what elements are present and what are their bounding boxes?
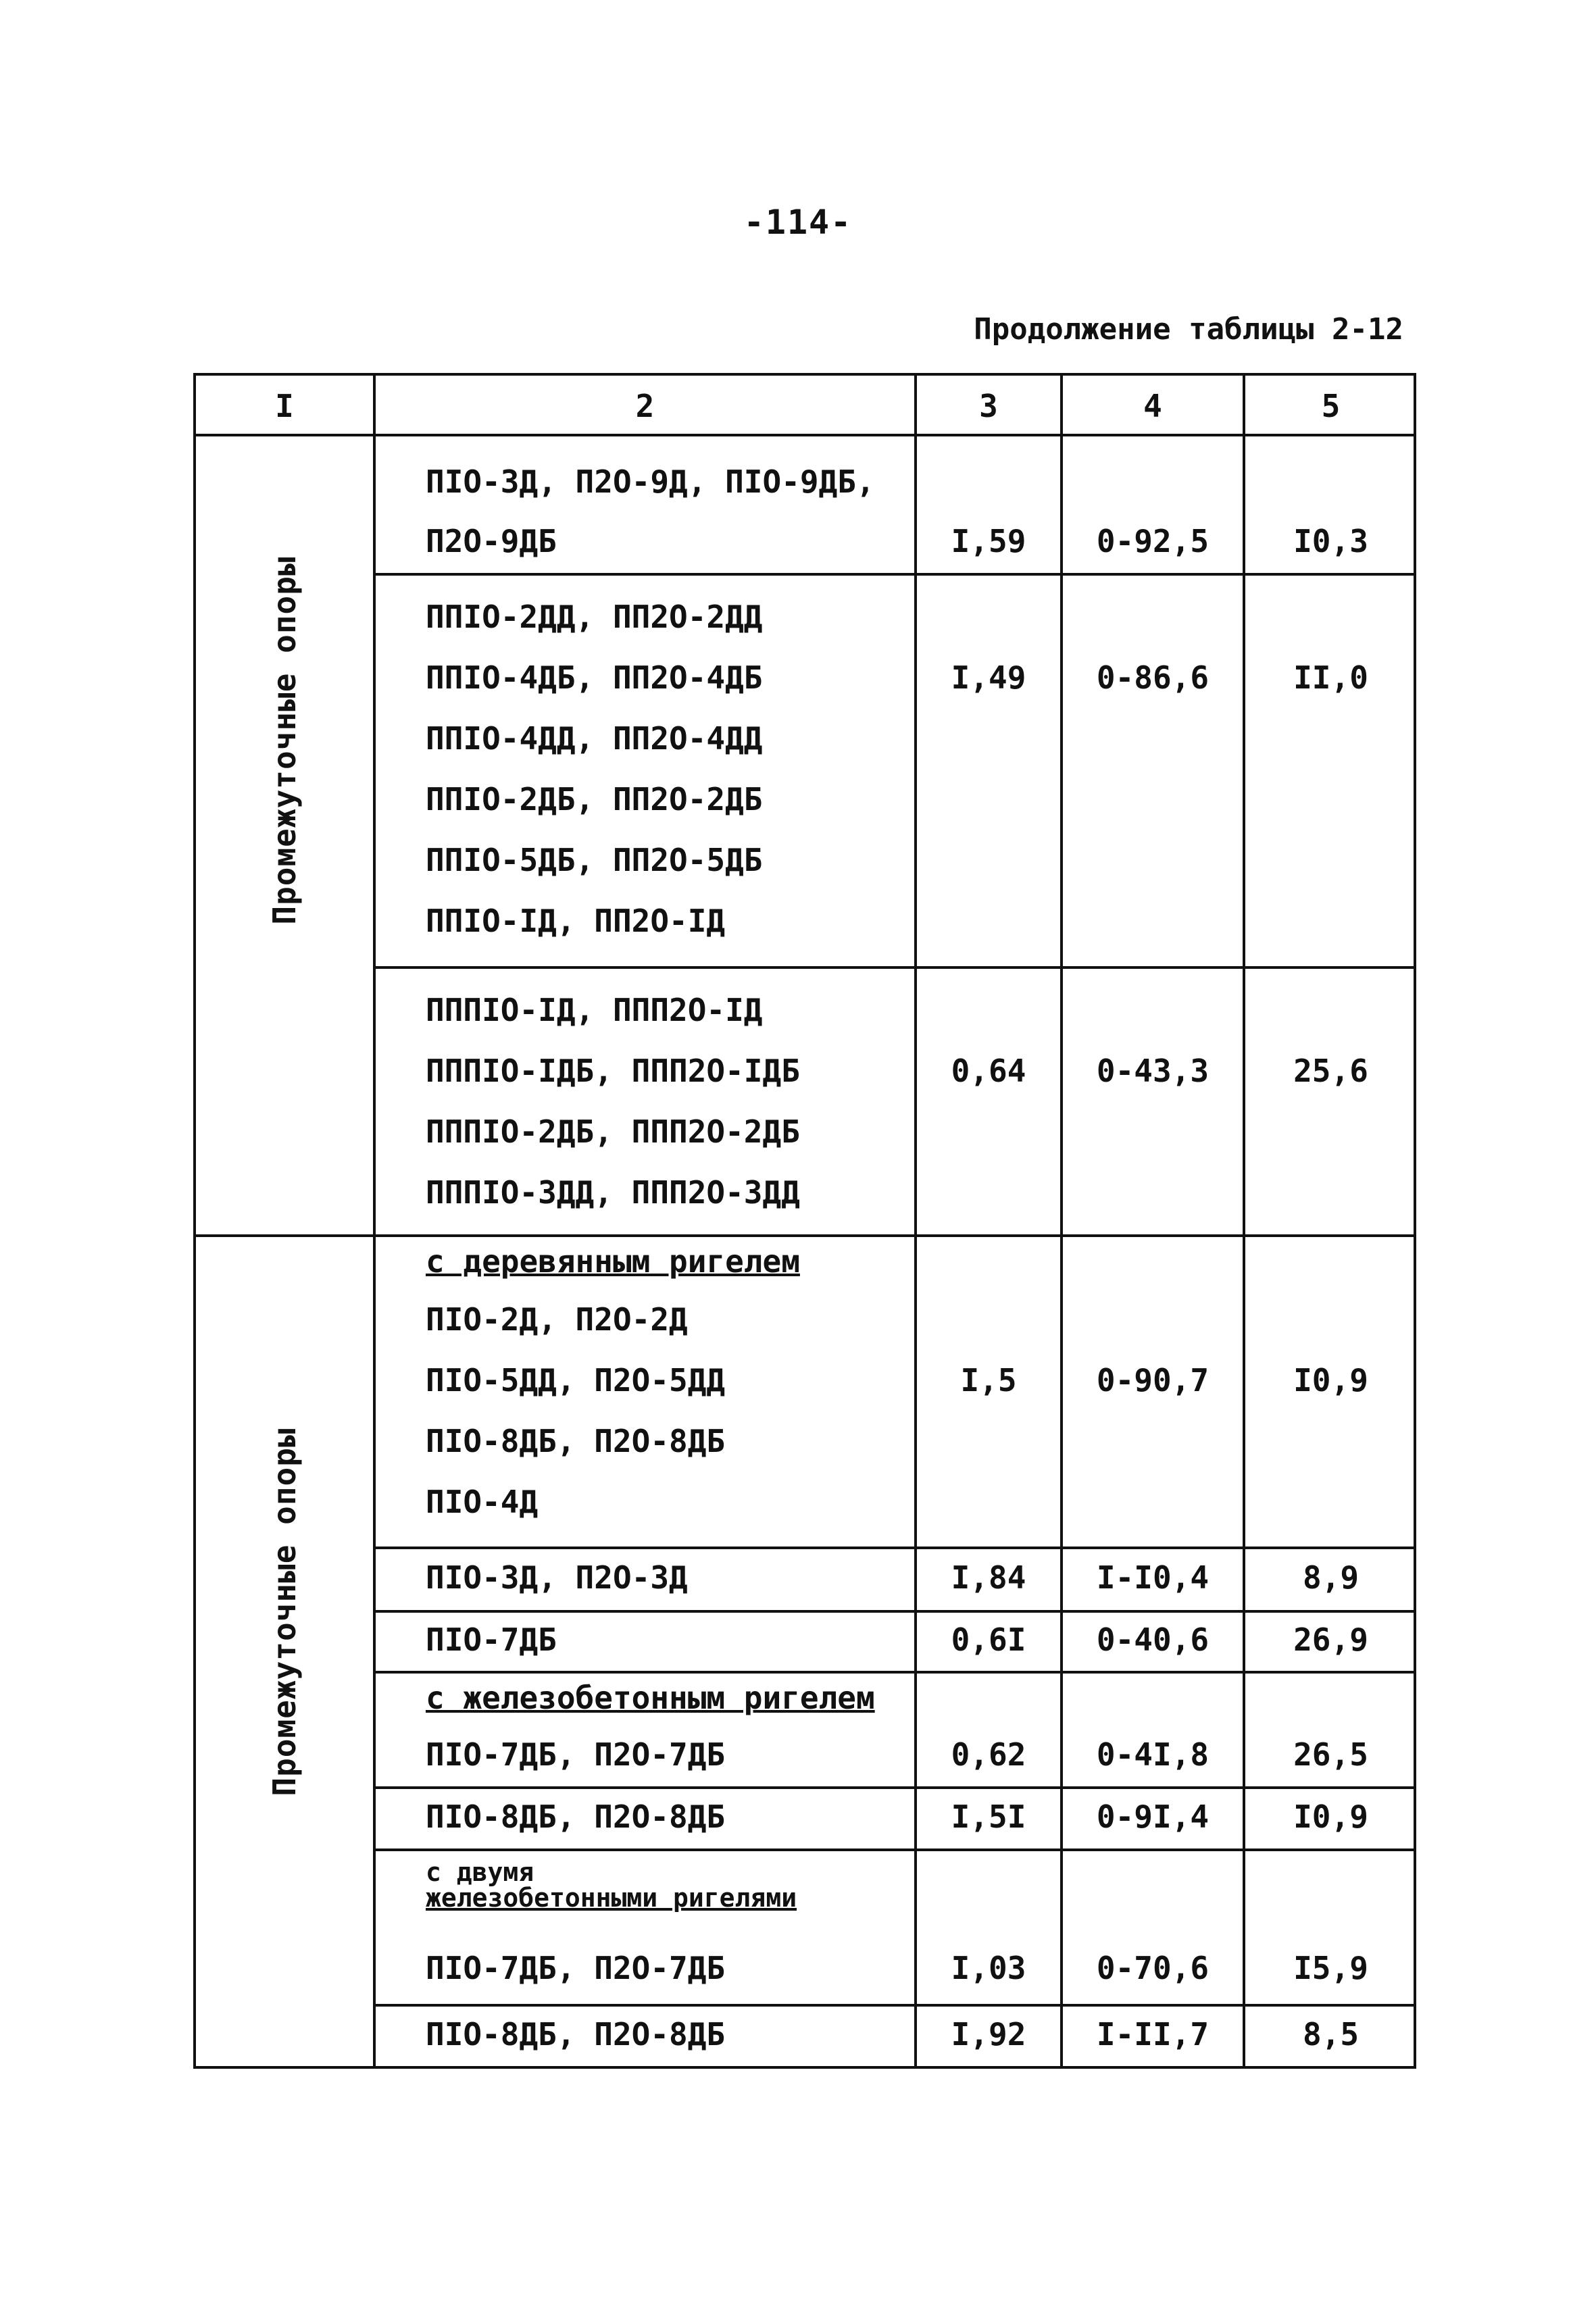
row-divider (373, 573, 1414, 576)
cell-col-4: 0-86,6 (1096, 659, 1210, 696)
row-line: ППIО-5ДБ, ПП2О-5ДБ (426, 842, 763, 878)
col-divider-1 (373, 376, 376, 2066)
row-subheading: с деревянным ригелем (426, 1243, 800, 1280)
row-divider (373, 1546, 1414, 1549)
row-line: ППIО-2ДД, ПП2О-2ДД (426, 599, 763, 635)
row-line: ПIО-5ДД, П2О-5ДД (426, 1362, 726, 1399)
cell-col-3: I,59 (951, 523, 1026, 559)
row-line: ПIО-3Д, П2О-3Д (426, 1559, 688, 1596)
page-number: -114- (743, 203, 853, 242)
row-subheading: железобетонными ригелями (426, 1883, 797, 1913)
row-divider (373, 966, 1414, 969)
row-line: ПIО-7ДБ, П2О-7ДБ (426, 1950, 726, 1986)
row-line: ПППIО-IДБ, ППП2О-IДБ (426, 1053, 800, 1089)
cell-col-4: 0-92,5 (1096, 523, 1210, 559)
cell-col-4: I-II,7 (1096, 2016, 1210, 2053)
header-col-4: 4 (1143, 388, 1162, 424)
cell-col-4: 0-43,3 (1096, 1053, 1210, 1089)
row-line: ППIО-2ДБ, ПП2О-2ДБ (426, 781, 763, 818)
data-table (193, 373, 1416, 2069)
row-subheading: с железобетонным ригелем (426, 1680, 875, 1716)
cell-col-4: 0-4I,8 (1096, 1736, 1210, 1773)
cell-col-3: 0,64 (951, 1053, 1026, 1089)
table-caption: Продолжение таблицы 2-12 (974, 312, 1403, 347)
row-line: ПIО-2Д, П2О-2Д (426, 1301, 688, 1338)
cell-col-3: I,84 (951, 1559, 1026, 1596)
row-divider (373, 1671, 1414, 1674)
row-line: П2О-9ДБ (426, 523, 557, 559)
row-divider (373, 2004, 1414, 2007)
row-subheading: с двумя (426, 1857, 534, 1887)
cell-col-4: 0-90,7 (1096, 1362, 1210, 1399)
row-line: ППIО-IД, ПП2О-IД (426, 903, 726, 939)
cell-col-3: 0,62 (951, 1736, 1026, 1773)
cell-col-5: I0,3 (1293, 523, 1368, 559)
cell-col-3: I,49 (951, 659, 1026, 696)
cell-col-3: I,92 (951, 2016, 1026, 2053)
cell-col-4: 0-70,6 (1096, 1950, 1210, 1986)
cell-col-5: 25,6 (1293, 1053, 1368, 1089)
cell-col-4: 0-40,6 (1096, 1621, 1210, 1658)
header-divider (196, 434, 1414, 436)
row-line: ПППIО-3ДД, ППП2О-3ДД (426, 1174, 800, 1211)
row-line: ПIО-4Д (426, 1484, 539, 1520)
row-line: ПIО-8ДБ, П2О-8ДБ (426, 1423, 726, 1459)
cell-col-5: 26,5 (1293, 1736, 1368, 1773)
group-divider (196, 1234, 1414, 1237)
cell-col-4: 0-9I,4 (1096, 1799, 1210, 1835)
cell-col-5: I0,9 (1293, 1799, 1368, 1835)
cell-col-4: I-I0,4 (1096, 1559, 1210, 1596)
row-line: ПIО-8ДБ, П2О-8ДБ (426, 1799, 726, 1835)
header-col-2: 2 (635, 388, 655, 424)
cell-col-3: I,03 (951, 1950, 1026, 1986)
row-divider (373, 1786, 1414, 1789)
header-col-3: 3 (979, 388, 998, 424)
cell-col-3: I,5 (960, 1362, 1017, 1399)
row-line: ПIО-8ДБ, П2О-8ДБ (426, 2016, 726, 2053)
cell-col-5: I0,9 (1293, 1362, 1368, 1399)
cell-col-5: 8,9 (1302, 1559, 1360, 1596)
row-line: ПIО-7ДБ, П2О-7ДБ (426, 1736, 726, 1773)
header-col-1: I (275, 388, 294, 424)
row-line: ПIО-3Д, П2О-9Д, ПIО-9ДБ, (426, 463, 875, 500)
row-line: ПППIО-IД, ППП2О-IД (426, 992, 763, 1028)
row-divider (373, 1610, 1414, 1613)
cell-col-5: 8,5 (1302, 2016, 1360, 2053)
row-line: ПIО-7ДБ (426, 1621, 557, 1658)
row-line: ППIО-4ДБ, ПП2О-4ДБ (426, 659, 763, 696)
cell-col-5: I5,9 (1293, 1950, 1368, 1986)
row-line: ПППIО-2ДБ, ППП2О-2ДБ (426, 1113, 800, 1150)
cell-col-3: I,5I (951, 1799, 1026, 1835)
cell-col-3: 0,6I (951, 1621, 1026, 1658)
cell-col-5: 26,9 (1293, 1621, 1368, 1658)
group-label: Промежуточные опоры (266, 1428, 303, 1796)
header-col-5: 5 (1321, 388, 1341, 424)
row-line: ППIО-4ДД, ПП2О-4ДД (426, 720, 763, 757)
group-label: Промежуточные опоры (266, 556, 303, 925)
row-divider (373, 1848, 1414, 1851)
cell-col-5: II,0 (1293, 659, 1368, 696)
